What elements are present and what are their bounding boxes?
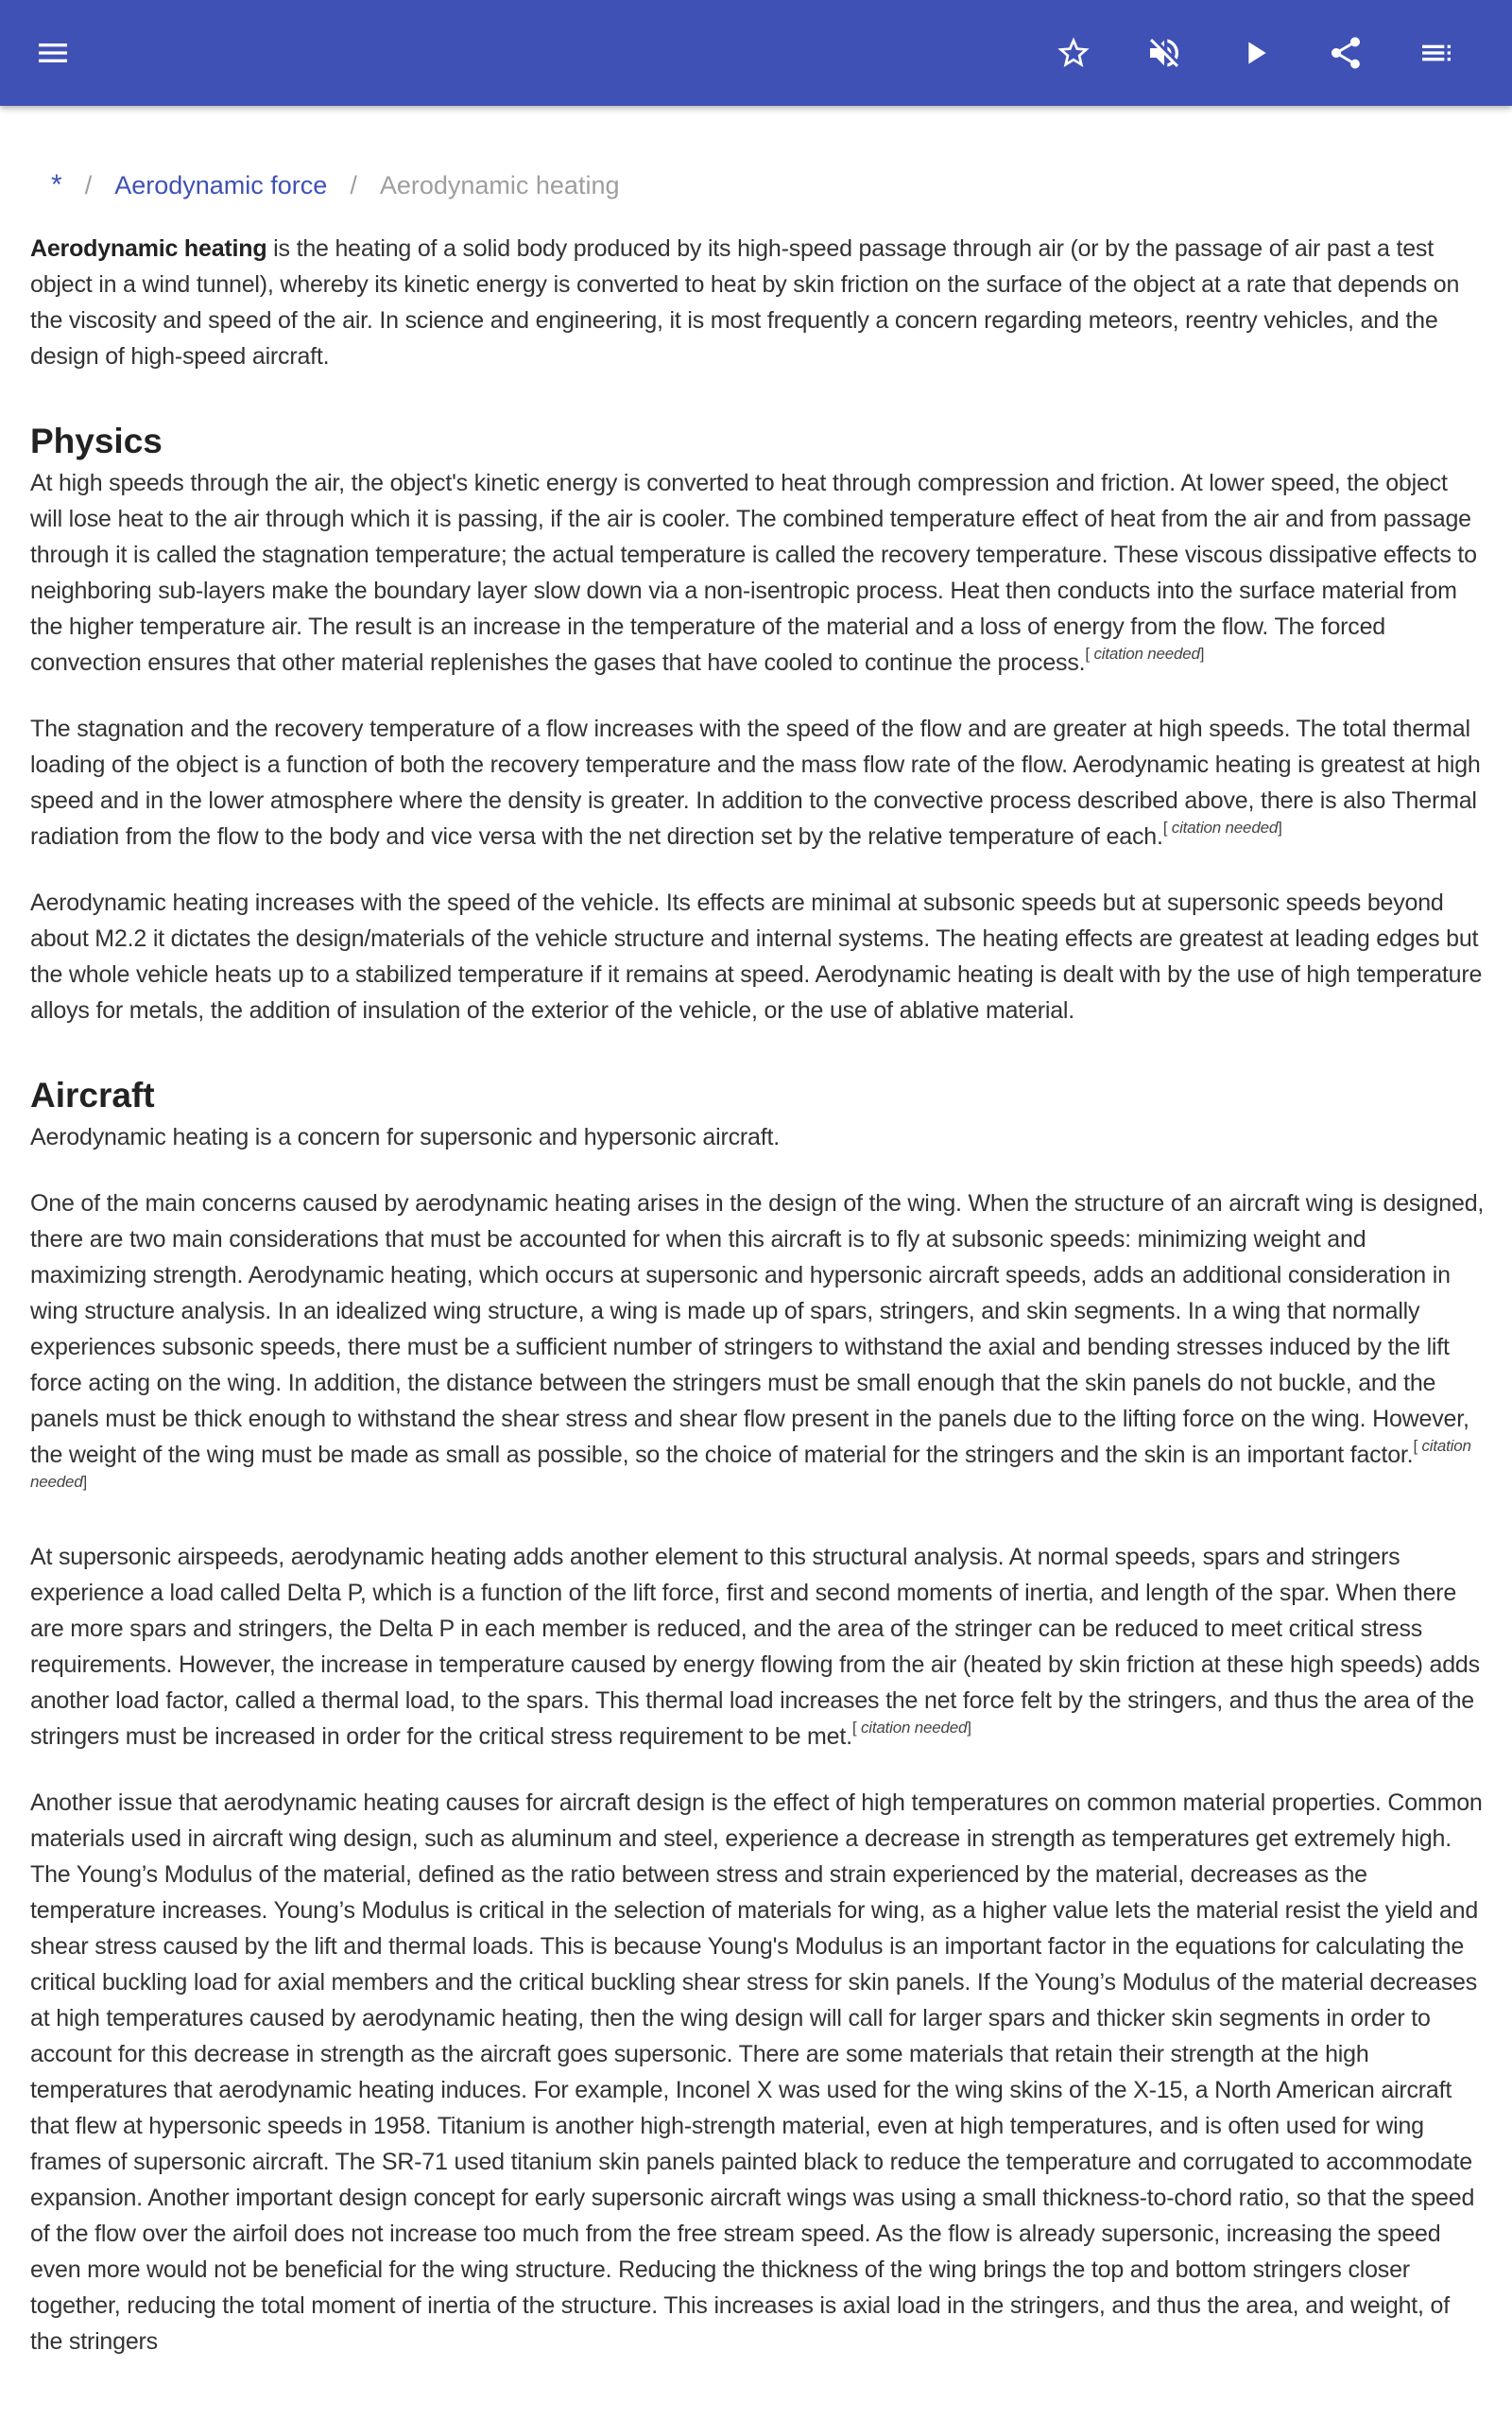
citation-needed-link[interactable]: [ citation needed] bbox=[1085, 645, 1205, 663]
breadcrumb-current: Aerodynamic heating bbox=[379, 170, 620, 199]
intro-text: is the heating of a solid body produced by its high-speed passage through air (or by the passage of air past a test object in a wind tunnel), whereby its kinetic energy is converted to heat by skin friction on the surface of the object at a rate that depends on the viscosity and speed of the air. In science and engineering, it is most frequently a concern regarding meteors, reentry vehicles, and the design of high-speed aircraft. bbox=[30, 235, 1460, 370]
article-title-term: Aerodynamic heating bbox=[30, 235, 267, 262]
breadcrumb-root-link[interactable]: * bbox=[51, 169, 62, 200]
paragraph-text: At high speeds through the air, the object's kinetic energy is converted to heat through compression and friction. At lower speed, the object will lose heat to the air through which it is passing, if the air is cooler. The combined temperature effect of heat from the air and from passage through it is called the stagnation temperature; the actual temperature is called the recovery temperature. These viscous dissipative effects to neighboring sub-layers make the boundary layer slow down via a non-isentropic process. Heat then conducts into the surface material from the higher temperature air. The result is an increase in the temperature of the material and a loss of energy from the flow. The forced convection ensures that other material replenishes the gases that have cooled to continue the process. bbox=[30, 470, 1477, 676]
star-outline-icon bbox=[1055, 34, 1092, 72]
section-heading-physics: Physics bbox=[30, 422, 163, 460]
paragraph-text: At supersonic airspeeds, aerodynamic heating adds another element to this structural analysis. At normal speeds, spars and stringers experience a load called Delta P, which is a function of the lift force, first and second moments of inertia, and length of the spar. When there are more spars and stringers, the Delta P in each member is reduced, and the area of the stringer can be reduced to meet critical stress requirements. However, the increase in temperature caused by energy flowing from the air (heated by skin friction at these high speeds) adds another load factor, called a thermal load, to the spars. This thermal load increases the net force felt by the stringers, and thus the area of the stringers must be increased in order for the critical stress requirement to be met. bbox=[30, 1544, 1480, 1750]
mute-button[interactable] bbox=[1138, 26, 1191, 79]
aircraft-paragraph-1: Aerodynamic heating is a concern for supersonic and hypersonic aircraft. bbox=[30, 1124, 780, 1150]
volume-off-icon bbox=[1145, 34, 1183, 72]
physics-paragraph-3: Aerodynamic heating increases with the speed of the vehicle. Its effects are minimal at subsonic speeds but at supersonic speeds beyond about M2.2 it dictates the design/materials of the vehicle structure and internal systems. The heating effects are greatest at leading edges but the whole vehicle heats up to a stabilized temperature if it remains at speed. Aerodynamic heating is dealt with by the use of high temperature alloys for metals, the addition of insulation of the exterior of the vehicle, or the use of ablative material. bbox=[30, 890, 1483, 1024]
citation-label: citation needed bbox=[30, 1437, 1471, 1491]
paragraph-text: The stagnation and the recovery temperature of a flow increases with the speed of the flow and are greater at high speeds. The total thermal loading of the object is a function of both the recovery temperature and the mass flow rate of the flow. Aerodynamic heating is greatest at high speed and in the lower atmosphere where the density is greater. In addition to the convective process described above, there is also Thermal radiation from the flow to the body and vice versa with the net direction set by the relative temperature of each. bbox=[30, 716, 1481, 850]
aircraft-paragraph-4: Another issue that aerodynamic heating causes for aircraft design is the effect of high temperatures on common material properties. Common materials used in aircraft wing design, such as aluminum and steel, experience a decrease in strength as temperatures get extremely high. The Young’s Modulus of the material, defined as the ratio between stress and strain experienced by the material, decreases as the temperature increases. Young’s Modulus is critical in the selection of materials for wing, as a higher value lets the material resist the yield and shear stress caused by the lift and thermal loads. This is because Young's Modulus is an important factor in the equations for calculating the critical buckling load for axial members and the critical buckling shear stress for skin panels. If the Young’s Modulus of the material decreases at high temperatures caused by aerodynamic heating, then the wing design will call for larger spars and thicker skin segments in order to account for this decrease in strength as the aircraft goes supersonic. There are some materials that retain their strength at the high temperatures that aerodynamic heating induces. For example, Inconel X was used for the wing skins of the X-15, a North American aircraft that flew at hypersonic speeds in 1958. Titanium is another high-strength material, even at high temperatures, and is often used for wing frames of supersonic aircraft. The SR-71 used titanium skin panels painted black to reduce the temperature and corrugated to accommodate expansion. Another important design concept for early supersonic aircraft wings was using a small thickness-to-chord ratio, so that the speed of the flow over the airfoil does not increase too much from the free stream speed. As the flow is already supersonic, increasing the speed even more would not be beneficial for the wing structure. Reducing the thickness of the wing brings the top and bottom stringers closer together, reducing the total moment of inertia of the structure. This increases is axial load in the stringers, and thus the area, and weight, of the stringers bbox=[30, 1789, 1483, 2355]
citation-label: citation needed bbox=[860, 1719, 968, 1737]
physics-paragraph-2 bbox=[30, 711, 1486, 855]
aircraft-paragraph-3 bbox=[30, 1539, 1486, 1754]
app-bar bbox=[0, 0, 1512, 106]
citation-label: citation needed bbox=[1171, 819, 1279, 837]
paragraph-text: One of the main concerns caused by aerodynamic heating arises in the design of the wing. When the structure of an aircraft wing is designed, there are two main considerations that must be accounted for when this aircraft is to fly at subsonic speeds: minimizing weight and maximizing strength. Aerodynamic heating, which occurs at supersonic and hypersonic aircraft speeds, adds an additional consideration in wing structure analysis. In an idealized wing structure, a wing is made up of spars, stringers, and skin segments. In a wing that normally experiences subsonic speeds, there must be a sufficient number of stringers to withstand the axial and bending stresses induced by the lift force acting on the wing. In addition, the distance between the stringers must be small enough that the skin panels do not buckle, and the panels must be thick enough to withstand the shear stress and shear flow present in the panels due to the lifting force on the wing. However, the weight of the wing must be made as small as possible, so the choice of material for the stringers and the skin is an important factor. bbox=[30, 1190, 1485, 1468]
contents-button[interactable] bbox=[1410, 26, 1463, 79]
section-heading-aircraft: Aircraft bbox=[30, 1076, 155, 1115]
playlist-icon bbox=[1418, 34, 1455, 72]
breadcrumb-separator: / bbox=[350, 170, 357, 199]
play-icon bbox=[1236, 34, 1274, 72]
article-content bbox=[30, 106, 1486, 2390]
intro-paragraph bbox=[30, 231, 1486, 374]
citation-needed-link[interactable]: [ citation needed] bbox=[30, 1437, 1471, 1491]
citation-label: citation needed bbox=[1093, 645, 1200, 663]
share-button[interactable] bbox=[1319, 26, 1372, 79]
citation-needed-link[interactable]: [ citation needed] bbox=[851, 1719, 971, 1737]
citation-needed-link[interactable]: [ citation needed] bbox=[1162, 819, 1282, 837]
breadcrumb-parent-link[interactable]: Aerodynamic force bbox=[114, 170, 328, 199]
share-icon bbox=[1327, 34, 1365, 72]
physics-paragraph-1 bbox=[30, 465, 1486, 681]
aircraft-paragraph-2 bbox=[30, 1185, 1486, 1509]
breadcrumb-separator: / bbox=[84, 170, 93, 199]
menu-icon bbox=[34, 34, 72, 72]
play-button[interactable] bbox=[1228, 26, 1281, 79]
breadcrumb bbox=[30, 166, 1486, 204]
bookmark-button[interactable] bbox=[1047, 26, 1100, 79]
menu-button[interactable] bbox=[26, 26, 79, 79]
